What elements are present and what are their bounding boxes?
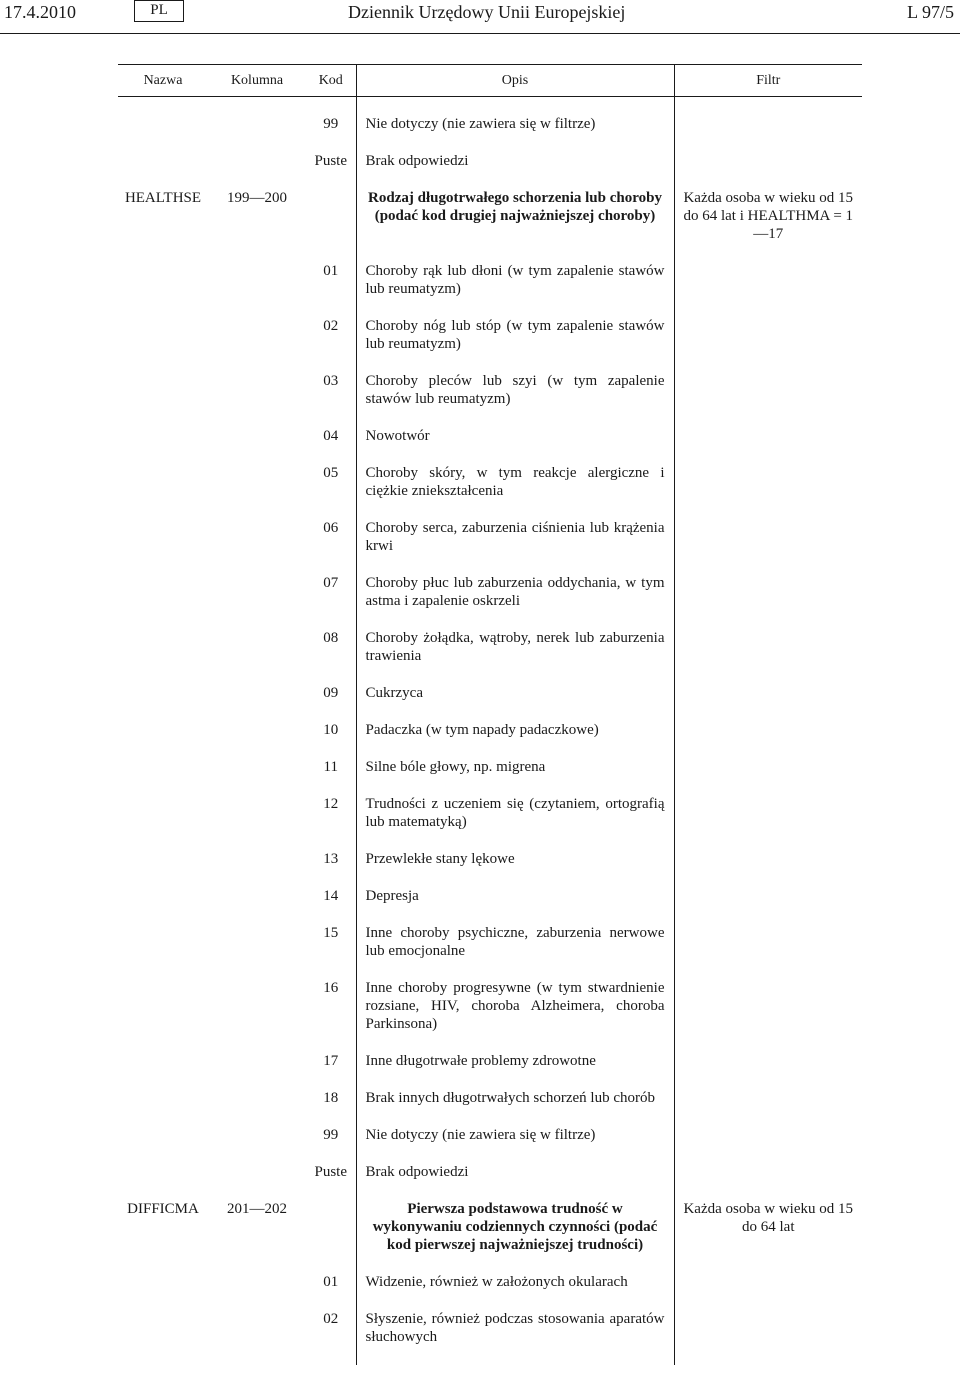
code-cell: 18 <box>323 1090 339 1106</box>
variable-name-cell <box>118 758 208 795</box>
variable-name-cell <box>118 1163 208 1200</box>
column-range-cell <box>208 519 306 574</box>
variable-name-cell <box>118 795 208 850</box>
variable-name-cell <box>118 152 208 189</box>
code-cell: 16 <box>323 980 339 996</box>
table-row <box>118 152 862 189</box>
variable-name-cell <box>118 1089 208 1126</box>
description-cell: Cukrzyca <box>356 684 674 721</box>
table-row <box>118 924 862 979</box>
filter-cell <box>674 887 862 924</box>
language-box: PL <box>134 0 184 22</box>
filter-cell <box>674 1163 862 1200</box>
code-cell: 06 <box>323 520 339 536</box>
filter-cell <box>674 795 862 850</box>
filter-cell <box>674 979 862 1052</box>
variable-name-cell <box>118 1126 208 1163</box>
code-cell: 99 <box>323 116 339 132</box>
table-row <box>118 1126 862 1163</box>
page-number: L 97/5 <box>907 2 954 22</box>
column-range-cell <box>208 1273 306 1310</box>
description-cell: Choroby skóry, w tym reakcje alergiczne i ciężkie zniekształcenia <box>356 464 674 519</box>
description-cell: Słyszenie, również podczas stosowania aparatów słuchowych <box>356 1310 674 1365</box>
table-row <box>118 850 862 887</box>
description-cell: Rodzaj długotrwałego schorzenia lub choroby (podać kod drugiej najważniejszej choroby) <box>356 189 674 262</box>
column-header-name: Nazwa <box>118 65 208 97</box>
variable-name-cell <box>118 464 208 519</box>
column-range-cell <box>208 887 306 924</box>
column-range-cell <box>208 1310 306 1365</box>
filter-cell: Każda osoba w wieku od 15 do 64 lat <box>683 1201 854 1235</box>
table-row <box>118 795 862 850</box>
filter-cell <box>674 1052 862 1089</box>
table-row <box>118 427 862 464</box>
variable-name-cell: DIFFICMA <box>127 1201 199 1217</box>
code-cell: Puste <box>314 153 347 169</box>
description-cell: Inne choroby psychiczne, zaburzenia nerwowe lub emocjonalne <box>356 924 674 979</box>
table-row <box>118 574 862 629</box>
description-cell: Choroby płuc lub zaburzenia oddychania, w tym astma i zapalenie oskrzeli <box>356 574 674 629</box>
code-cell: 11 <box>323 759 338 775</box>
code-cell: 08 <box>323 630 339 646</box>
filter-cell <box>674 97 862 153</box>
header-rule <box>0 33 960 34</box>
variable-name-cell <box>118 850 208 887</box>
description-cell: Choroby żołądka, wątroby, nerek lub zaburzenia trawienia <box>356 629 674 684</box>
table-row <box>118 1163 862 1200</box>
description-cell: Choroby rąk lub dłoni (w tym zapalenie stawów lub reumatyzm) <box>356 262 674 317</box>
column-range-cell <box>208 317 306 372</box>
column-range-cell: 199—200 <box>227 190 287 206</box>
table-row <box>118 887 862 924</box>
page-header <box>0 0 960 34</box>
code-cell: Puste <box>314 1164 347 1180</box>
filter-cell <box>674 317 862 372</box>
code-cell: 13 <box>323 851 339 867</box>
description-cell: Trudności z uczeniem się (czytaniem, ortografią lub matematyką) <box>356 795 674 850</box>
variable-name-cell <box>118 721 208 758</box>
table-row <box>118 189 862 262</box>
column-range-cell <box>208 629 306 684</box>
filter-cell <box>674 684 862 721</box>
column-range-cell <box>208 684 306 721</box>
description-cell: Padaczka (w tym napady padaczkowe) <box>356 721 674 758</box>
code-cell: 07 <box>323 575 339 591</box>
description-cell: Inne długotrwałe problemy zdrowotne <box>356 1052 674 1089</box>
variable-name-cell <box>118 684 208 721</box>
code-cell: 17 <box>323 1053 339 1069</box>
table-row <box>118 372 862 427</box>
column-range-cell: 201—202 <box>227 1201 287 1217</box>
filter-cell <box>674 1273 862 1310</box>
variable-name-cell: HEALTHSE <box>124 190 202 206</box>
variable-name-cell <box>118 629 208 684</box>
variable-name-cell <box>118 1310 208 1365</box>
column-range-cell <box>208 1052 306 1089</box>
description-cell: Nie dotyczy (nie zawiera się w filtrze) <box>356 1126 674 1163</box>
table-row <box>118 684 862 721</box>
column-range-cell <box>208 924 306 979</box>
variable-name-cell <box>118 427 208 464</box>
variable-name-cell <box>118 317 208 372</box>
filter-cell <box>674 464 862 519</box>
table-row <box>118 262 862 317</box>
description-cell: Brak odpowiedzi <box>356 152 674 189</box>
filter-cell <box>674 519 862 574</box>
filter-cell <box>674 1126 862 1163</box>
code-cell: 05 <box>323 465 339 481</box>
code-cell: 03 <box>323 373 339 389</box>
code-cell: 01 <box>323 1274 339 1290</box>
description-cell: Silne bóle głowy, np. migrena <box>356 758 674 795</box>
variable-name-cell <box>118 924 208 979</box>
description-cell: Przewlekłe stany lękowe <box>356 850 674 887</box>
description-cell: Nowotwór <box>356 427 674 464</box>
column-range-cell <box>208 427 306 464</box>
table-row <box>118 1089 862 1126</box>
description-cell: Choroby serca, zaburzenia ciśnienia lub krążenia krwi <box>356 519 674 574</box>
column-range-cell <box>208 262 306 317</box>
description-cell: Pierwsza podstawowa trudność w wykonywaniu codziennych czynności (podać kod pierwszej najważniejszej trudności) <box>356 1200 674 1273</box>
column-header-code: Kod <box>306 65 356 97</box>
filter-cell <box>674 427 862 464</box>
filter-cell <box>674 574 862 629</box>
code-table <box>118 64 862 1365</box>
table-row <box>118 629 862 684</box>
column-range-cell <box>208 97 306 153</box>
filter-cell <box>674 1310 862 1365</box>
column-range-cell <box>208 1089 306 1126</box>
table-row <box>118 1200 862 1273</box>
code-cell: 01 <box>323 263 339 279</box>
description-cell: Nie dotyczy (nie zawiera się w filtrze) <box>356 97 674 153</box>
table-row <box>118 758 862 795</box>
filter-cell <box>674 262 862 317</box>
description-cell: Widzenie, również w założonych okularach <box>356 1273 674 1310</box>
column-range-cell <box>208 1163 306 1200</box>
filter-cell <box>674 721 862 758</box>
code-cell: 09 <box>323 685 339 701</box>
code-cell <box>306 189 356 262</box>
column-range-cell <box>208 372 306 427</box>
table-header-row <box>118 65 862 97</box>
column-range-cell <box>208 152 306 189</box>
table-row <box>118 97 862 153</box>
publication-date: 17.4.2010 <box>4 2 76 22</box>
code-cell: 10 <box>323 722 339 738</box>
description-cell: Inne choroby progresywne (w tym stwardnienie rozsiane, HIV, choroba Alzheimera, choroba Parkinsona) <box>356 979 674 1052</box>
code-cell: 12 <box>323 796 339 812</box>
table-row <box>118 1273 862 1310</box>
filter-cell <box>674 850 862 887</box>
code-cell: 04 <box>323 428 339 444</box>
variable-name-cell <box>118 519 208 574</box>
filter-cell <box>674 1089 862 1126</box>
column-range-cell <box>208 850 306 887</box>
table-body <box>118 97 862 1366</box>
description-cell: Depresja <box>356 887 674 924</box>
column-range-cell <box>208 721 306 758</box>
filter-cell <box>674 924 862 979</box>
code-cell: 14 <box>323 888 339 904</box>
column-header-filter: Filtr <box>674 65 862 97</box>
description-cell: Brak innych długotrwałych schorzeń lub chorób <box>356 1089 674 1126</box>
code-cell: 99 <box>323 1127 339 1143</box>
description-cell: Choroby nóg lub stóp (w tym zapalenie stawów lub reumatyzm) <box>356 317 674 372</box>
code-cell <box>306 1200 356 1273</box>
code-cell: 02 <box>323 318 339 334</box>
filter-cell <box>674 152 862 189</box>
table-row <box>118 1052 862 1089</box>
variable-name-cell <box>118 887 208 924</box>
table-row <box>118 721 862 758</box>
table-row <box>118 979 862 1052</box>
variable-name-cell <box>118 1052 208 1089</box>
column-header-column: Kolumna <box>208 65 306 97</box>
variable-name-cell <box>118 262 208 317</box>
code-cell: 02 <box>323 1311 339 1327</box>
column-range-cell <box>208 574 306 629</box>
table-row <box>118 317 862 372</box>
column-range-cell <box>208 758 306 795</box>
column-range-cell <box>208 1126 306 1163</box>
filter-cell <box>674 758 862 795</box>
description-cell: Brak odpowiedzi <box>356 1163 674 1200</box>
variable-name-cell <box>118 1273 208 1310</box>
table-row <box>118 519 862 574</box>
column-range-cell <box>208 979 306 1052</box>
filter-cell <box>674 629 862 684</box>
filter-cell <box>674 372 862 427</box>
table-row <box>118 464 862 519</box>
code-cell: 15 <box>323 925 339 941</box>
column-range-cell <box>208 464 306 519</box>
filter-cell: Każda osoba w wieku od 15 do 64 lat i HEALTHMA = 1—17 <box>683 190 854 242</box>
variable-name-cell <box>118 372 208 427</box>
table-row <box>118 1310 862 1365</box>
description-cell: Choroby pleców lub szyi (w tym zapalenie stawów lub reumatyzm) <box>356 372 674 427</box>
variable-name-cell <box>118 97 208 153</box>
variable-name-cell <box>118 574 208 629</box>
column-header-description: Opis <box>356 65 674 97</box>
column-range-cell <box>208 795 306 850</box>
journal-title: Dziennik Urzędowy Unii Europejskiej <box>348 2 626 22</box>
variable-name-cell <box>118 979 208 1052</box>
